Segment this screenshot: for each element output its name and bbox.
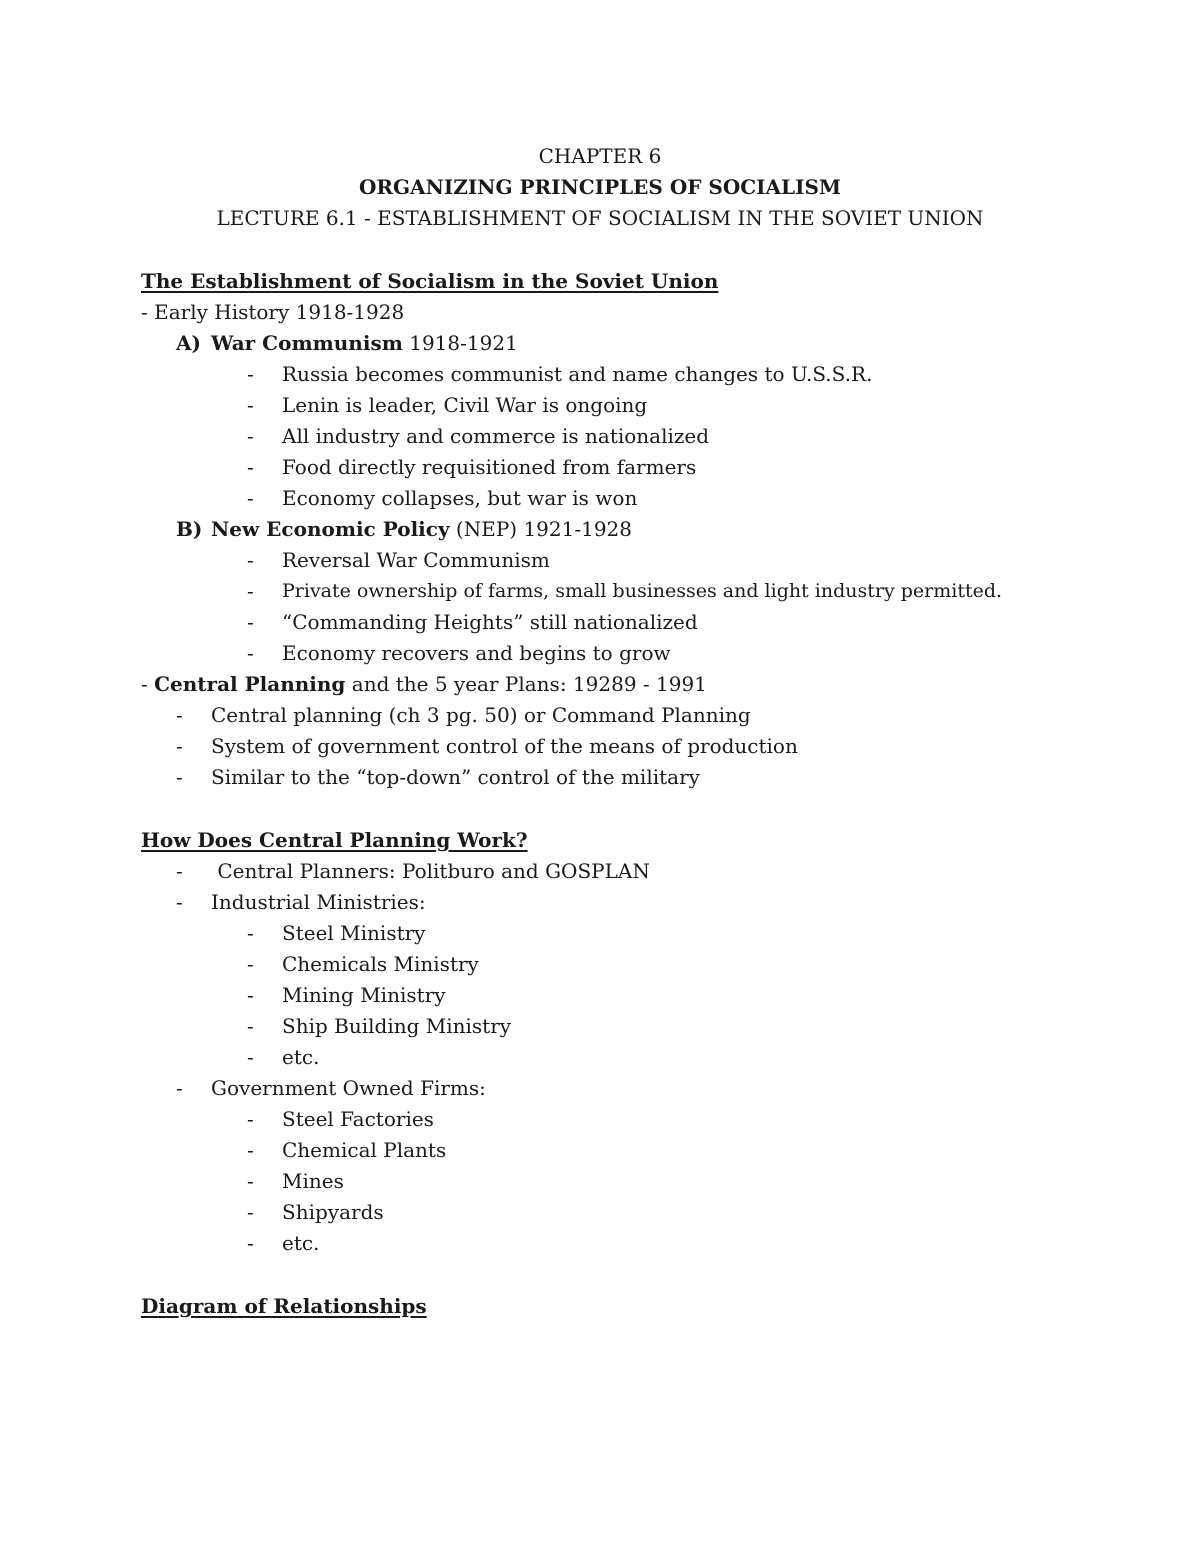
list-item: Reversal War Communism bbox=[282, 548, 550, 572]
bullet-dash: - bbox=[247, 393, 254, 417]
bullet-dash: - bbox=[247, 579, 254, 603]
bullet-dash: - bbox=[247, 548, 254, 572]
bullet-dash: - bbox=[247, 455, 254, 479]
list-item: All industry and commerce is nationalized bbox=[282, 424, 710, 448]
bullet-dash: - bbox=[176, 1076, 183, 1100]
bullet-dash: - bbox=[247, 1014, 254, 1038]
bullet-dash: - bbox=[247, 641, 254, 665]
bullet-dash: - bbox=[247, 1169, 254, 1193]
list-item: Shipyards bbox=[282, 1200, 384, 1224]
bullet-dash: - bbox=[247, 921, 254, 945]
bullet-dash: - bbox=[176, 734, 183, 758]
list-item: Mining Ministry bbox=[282, 983, 446, 1007]
bullet-dash: - bbox=[176, 859, 183, 883]
nep-line bbox=[211, 517, 632, 541]
bullet-dash: - bbox=[247, 424, 254, 448]
list-item: Mines bbox=[282, 1169, 344, 1193]
bullet-dash: - bbox=[247, 1045, 254, 1069]
list-item: Industrial Ministries: bbox=[211, 890, 426, 914]
bullet-dash: - bbox=[247, 1231, 254, 1255]
list-item: Chemical Plants bbox=[282, 1138, 447, 1162]
list-item: Steel Ministry bbox=[282, 921, 426, 945]
bullet-dash: - bbox=[247, 983, 254, 1007]
section-heading-establishment: The Establishment of Socialism in the Soviet Union bbox=[141, 269, 719, 293]
nep-years: (NEP) 1921-1928 bbox=[449, 517, 633, 541]
bullet-dash: - bbox=[247, 362, 254, 386]
war-communism-title: War Communism bbox=[211, 331, 403, 355]
nep-title: New Economic Policy bbox=[211, 517, 450, 541]
bullet-dash: - bbox=[247, 1200, 254, 1224]
lecture-title: LECTURE 6.1 - ESTABLISHMENT OF SOCIALISM IN THE SOVIET UNION bbox=[216, 206, 984, 230]
bullet-dash: - bbox=[247, 1138, 254, 1162]
list-item: Central planning (ch 3 pg. 50) or Command Planning bbox=[211, 703, 751, 727]
list-item: Government Owned Firms: bbox=[211, 1076, 486, 1100]
list-letter-a: A) bbox=[176, 331, 201, 355]
central-planning-prefix: - bbox=[141, 672, 155, 696]
list-item: System of government control of the means of production bbox=[211, 734, 798, 758]
bullet-dash: - bbox=[176, 890, 183, 914]
central-planning-title: Central Planning bbox=[154, 672, 346, 696]
section-heading-diagram: Diagram of Relationships bbox=[141, 1294, 427, 1318]
chapter-label: CHAPTER 6 bbox=[538, 144, 662, 168]
list-item: etc. bbox=[282, 1231, 320, 1255]
list-item: Lenin is leader, Civil War is ongoing bbox=[282, 393, 648, 417]
list-item: Ship Building Ministry bbox=[282, 1014, 512, 1038]
list-item: Food directly requisitioned from farmers bbox=[282, 455, 697, 479]
war-communism-years: 1918-1921 bbox=[402, 331, 518, 355]
chapter-title: ORGANIZING PRINCIPLES OF SOCIALISM bbox=[358, 175, 842, 199]
central-planning-rest: and the 5 year Plans: 19289 - 1991 bbox=[345, 672, 707, 696]
list-letter-b: B) bbox=[176, 517, 203, 541]
bullet-dash: - bbox=[247, 1107, 254, 1131]
war-communism-line bbox=[211, 331, 518, 355]
list-item: Russia becomes communist and name changes to U.S.S.R. bbox=[282, 362, 873, 386]
bullet-dash: - bbox=[247, 610, 254, 634]
list-item: Private ownership of farms, small businesses and light industry permitted. bbox=[282, 580, 1003, 602]
bullet-dash: - bbox=[176, 703, 183, 727]
bullet-dash: - bbox=[247, 486, 254, 510]
bullet-dash: - bbox=[247, 952, 254, 976]
central-planning-line bbox=[141, 672, 707, 696]
list-item: Steel Factories bbox=[282, 1107, 434, 1131]
early-history-line: - Early History 1918-1928 bbox=[141, 300, 405, 324]
section-heading-central-planning: How Does Central Planning Work? bbox=[141, 828, 528, 852]
list-item: Economy collapses, but war is won bbox=[282, 486, 638, 510]
list-item: etc. bbox=[282, 1045, 320, 1069]
list-item: Similar to the “top-down” control of the military bbox=[211, 765, 700, 789]
list-item: Economy recovers and begins to grow bbox=[282, 641, 671, 665]
list-item: Chemicals Ministry bbox=[282, 952, 479, 976]
list-item: Central Planners: Politburo and GOSPLAN bbox=[211, 859, 650, 883]
list-item: “Commanding Heights” still nationalized bbox=[282, 610, 698, 634]
bullet-dash: - bbox=[176, 765, 183, 789]
